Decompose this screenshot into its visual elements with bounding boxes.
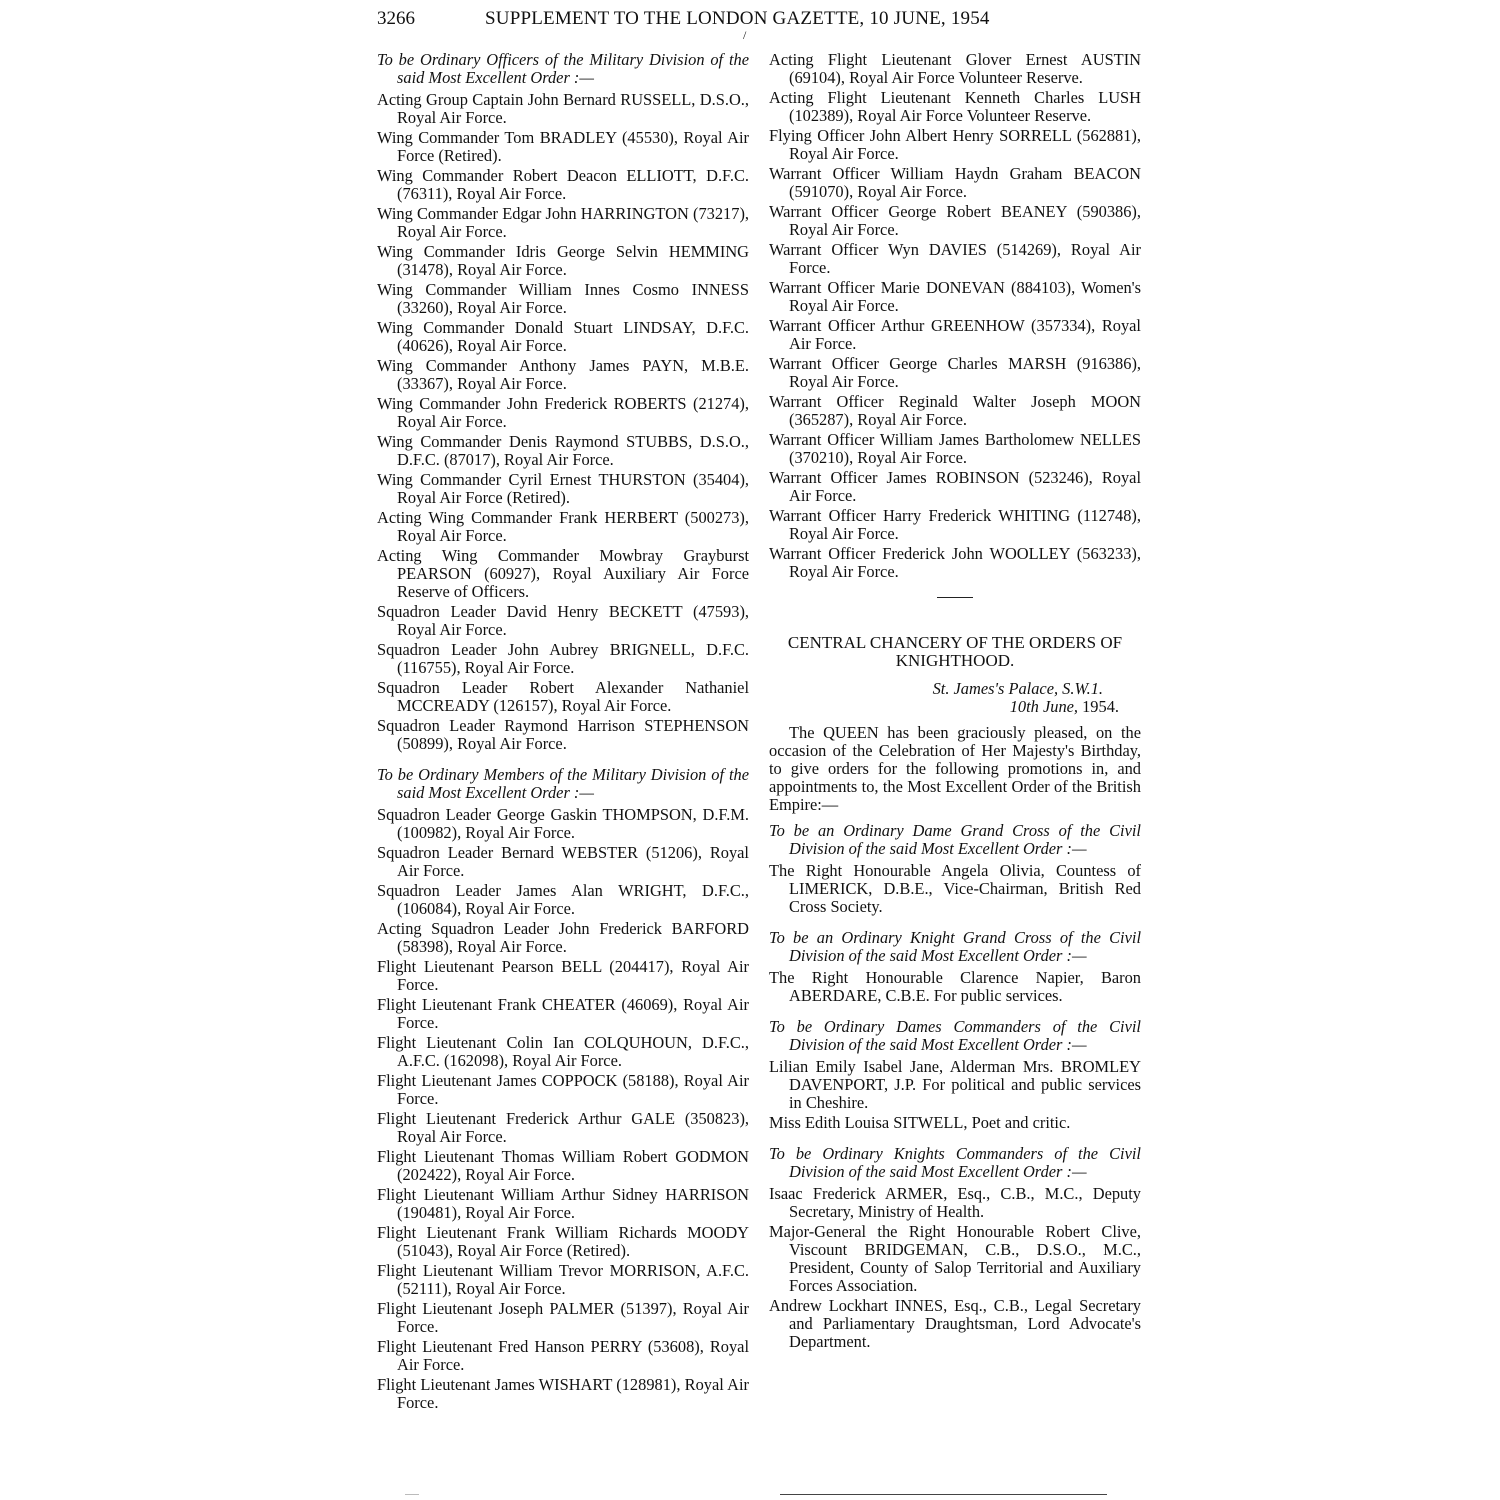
honours-entry: Warrant Officer Marie DONEVAN (884103), Women's Royal Air Force. xyxy=(769,278,1141,315)
honours-entry: Wing Commander William Innes Cosmo INNESS (33260), Royal Air Force. xyxy=(377,280,749,317)
honours-entry: Warrant Officer Harry Frederick WHITING (112748), Royal Air Force. xyxy=(769,506,1141,543)
honours-entry: The Right Honourable Clarence Napier, Baron ABERDARE, C.B.E. For public services. xyxy=(769,968,1141,1005)
honours-entry: Flight Lieutenant William Trevor MORRISON, A.F.C. (52111), Royal Air Force. xyxy=(377,1261,749,1298)
honours-entry: Squadron Leader Bernard WEBSTER (51206), Royal Air Force. xyxy=(377,843,749,880)
chancery-place: St. James's Palace, S.W.1. xyxy=(932,679,1103,698)
honours-entry: Flight Lieutenant Thomas William Robert GODMON (202422), Royal Air Force. xyxy=(377,1147,749,1184)
honours-entry: Acting Wing Commander Frank HERBERT (500273), Royal Air Force. xyxy=(377,508,749,545)
honours-entry: Flight Lieutenant James WISHART (128981), Royal Air Force. xyxy=(377,1375,749,1412)
chancery-date-year: 1954. xyxy=(1078,697,1119,716)
section-divider xyxy=(937,597,973,598)
page-header xyxy=(377,8,1057,42)
honours-entry: Warrant Officer George Robert BEANEY (590386), Royal Air Force. xyxy=(769,202,1141,239)
honours-entry: Acting Flight Lieutenant Glover Ernest AUSTIN (69104), Royal Air Force Volunteer Reserve. xyxy=(769,50,1141,87)
honours-entry: Squadron Leader Robert Alexander Nathaniel MCCREADY (126157), Royal Air Force. xyxy=(377,678,749,715)
honours-entry: Acting Squadron Leader John Frederick BARFORD (58398), Royal Air Force. xyxy=(377,919,749,956)
honours-entry: Squadron Leader Raymond Harrison STEPHENSON (50899), Royal Air Force. xyxy=(377,716,749,753)
honours-entry: Flight Lieutenant Joseph PALMER (51397), Royal Air Force. xyxy=(377,1299,749,1336)
honours-entry: Squadron Leader John Aubrey BRIGNELL, D.F.C. (116755), Royal Air Force. xyxy=(377,640,749,677)
honours-entry: Wing Commander Anthony James PAYN, M.B.E. (33367), Royal Air Force. xyxy=(377,356,749,393)
honours-entry: Warrant Officer James ROBINSON (523246), Royal Air Force. xyxy=(769,468,1141,505)
honours-entry: Warrant Officer William Haydn Graham BEACON (591070), Royal Air Force. xyxy=(769,164,1141,201)
honours-entry: Flight Lieutenant Colin Ian COLQUHOUN, D.F.C., A.F.C. (162098), Royal Air Force. xyxy=(377,1033,749,1070)
page-number: 3266 xyxy=(377,8,415,29)
honours-entry: Wing Commander Tom BRADLEY (45530), Royal Air Force (Retired). xyxy=(377,128,749,165)
honours-entry: Warrant Officer George Charles MARSH (916386), Royal Air Force. xyxy=(769,354,1141,391)
right-column-civil-list xyxy=(769,822,1141,1351)
chancery-title: CENTRAL CHANCERY OF THE ORDERS OF KNIGHTHOOD. xyxy=(787,633,1123,670)
honours-entry: Flight Lieutenant Frank William Richards MOODY (51043), Royal Air Force (Retired). xyxy=(377,1223,749,1260)
honours-entry: Wing Commander John Frederick ROBERTS (21274), Royal Air Force. xyxy=(377,394,749,431)
honours-entry: Isaac Frederick ARMER, Esq., C.B., M.C., Deputy Secretary, Ministry of Health. xyxy=(769,1184,1141,1221)
section-heading: To be Ordinary Members of the Military Division of the said Most Excellent Order :— xyxy=(377,765,749,802)
right-column xyxy=(769,51,1141,1353)
chancery-date xyxy=(769,698,1141,716)
honours-entry: Acting Wing Commander Mowbray Grayburst PEARSON (60927), Royal Auxiliary Air Force Reserve of Officers. xyxy=(377,546,749,601)
footer-rule xyxy=(780,1494,1107,1495)
honours-entry: Acting Group Captain John Bernard RUSSELL, D.S.O., Royal Air Force. xyxy=(377,90,749,127)
honours-entry: Lilian Emily Isabel Jane, Alderman Mrs. BROMLEY DAVENPORT, J.P. For political and public services in Cheshire. xyxy=(769,1057,1141,1112)
honours-entry: Major-General the Right Honourable Robert Clive, Viscount BRIDGEMAN, C.B., D.S.O., M.C., President, County of Salop Territorial and Auxiliary Forces Association. xyxy=(769,1222,1141,1295)
honours-entry: Wing Commander Edgar John HARRINGTON (73217), Royal Air Force. xyxy=(377,204,749,241)
running-title: SUPPLEMENT TO THE LONDON GAZETTE, 10 JUNE, 1954 xyxy=(485,8,990,29)
honours-entry: Warrant Officer Frederick John WOOLLEY (563233), Royal Air Force. xyxy=(769,544,1141,581)
honours-entry: Acting Flight Lieutenant Kenneth Charles LUSH (102389), Royal Air Force Volunteer Reserve. xyxy=(769,88,1141,125)
honours-entry: Squadron Leader George Gaskin THOMPSON, D.F.M. (100982), Royal Air Force. xyxy=(377,805,749,842)
right-column-honours-list xyxy=(769,51,1141,581)
honours-entry: The Right Honourable Angela Olivia, Countess of LIMERICK, D.B.E., Vice-Chairman, British Red Cross Society. xyxy=(769,861,1141,916)
header-mark: / xyxy=(743,28,747,42)
honours-entry: Flight Lieutenant Frank CHEATER (46069), Royal Air Force. xyxy=(377,995,749,1032)
honours-entry: Wing Commander Robert Deacon ELLIOTT, D.F.C. (76311), Royal Air Force. xyxy=(377,166,749,203)
chancery-date-day: 10th June, xyxy=(1009,697,1079,716)
honours-entry: Warrant Officer William James Bartholomew NELLES (370210), Royal Air Force. xyxy=(769,430,1141,467)
section-heading: To be Ordinary Officers of the Military Division of the said Most Excellent Order :— xyxy=(377,50,749,87)
honours-entry: Flight Lieutenant William Arthur Sidney HARRISON (190481), Royal Air Force. xyxy=(377,1185,749,1222)
section-heading: To be Ordinary Dames Commanders of the Civil Division of the said Most Excellent Order :— xyxy=(769,1017,1141,1054)
section-heading: To be an Ordinary Knight Grand Cross of the Civil Division of the said Most Excellent Order :— xyxy=(769,928,1141,965)
section-heading: To be Ordinary Knights Commanders of the Civil Division of the said Most Excellent Order :— xyxy=(769,1144,1141,1181)
honours-entry: Miss Edith Louisa SITWELL, Poet and critic. xyxy=(769,1113,1071,1132)
honours-entry: Flight Lieutenant Pearson BELL (204417), Royal Air Force. xyxy=(377,957,749,994)
honours-entry: Flight Lieutenant Frederick Arthur GALE (350823), Royal Air Force. xyxy=(377,1109,749,1146)
honours-entry: Warrant Officer Arthur GREENHOW (357334), Royal Air Force. xyxy=(769,316,1141,353)
honours-entry: Warrant Officer Wyn DAVIES (514269), Royal Air Force. xyxy=(769,240,1141,277)
left-column xyxy=(377,51,749,1414)
honours-entry: Warrant Officer Reginald Walter Joseph MOON (365287), Royal Air Force. xyxy=(769,392,1141,429)
honours-entry: Wing Commander Donald Stuart LINDSAY, D.F.C. (40626), Royal Air Force. xyxy=(377,318,749,355)
chancery-intro: The QUEEN has been graciously pleased, on the occasion of the Celebration of Her Majesty's Birthday, to give orders for the following promotions in, and appointments to, the Most Excellent Order of the British Empire:— xyxy=(769,723,1141,814)
honours-entry: Flying Officer John Albert Henry SORRELL (562881), Royal Air Force. xyxy=(769,126,1141,163)
honours-entry: Squadron Leader David Henry BECKETT (47593), Royal Air Force. xyxy=(377,602,749,639)
honours-entry: Flight Lieutenant James COPPOCK (58188), Royal Air Force. xyxy=(377,1071,749,1108)
honours-entry: Flight Lieutenant Fred Hanson PERRY (53608), Royal Air Force. xyxy=(377,1337,749,1374)
honours-entry: Squadron Leader James Alan WRIGHT, D.F.C., (106084), Royal Air Force. xyxy=(377,881,749,918)
honours-entry: Wing Commander Cyril Ernest THURSTON (35404), Royal Air Force (Retired). xyxy=(377,470,749,507)
scan-mark xyxy=(405,1494,419,1495)
honours-entry: Wing Commander Idris George Selvin HEMMING (31478), Royal Air Force. xyxy=(377,242,749,279)
honours-entry: Wing Commander Denis Raymond STUBBS, D.S.O., D.F.C. (87017), Royal Air Force. xyxy=(377,432,749,469)
section-heading: To be an Ordinary Dame Grand Cross of the Civil Division of the said Most Excellent Order :— xyxy=(769,821,1141,858)
honours-entry: Andrew Lockhart INNES, Esq., C.B., Legal Secretary and Parliamentary Draughtsman, Lord Advocate's Department. xyxy=(769,1296,1141,1351)
